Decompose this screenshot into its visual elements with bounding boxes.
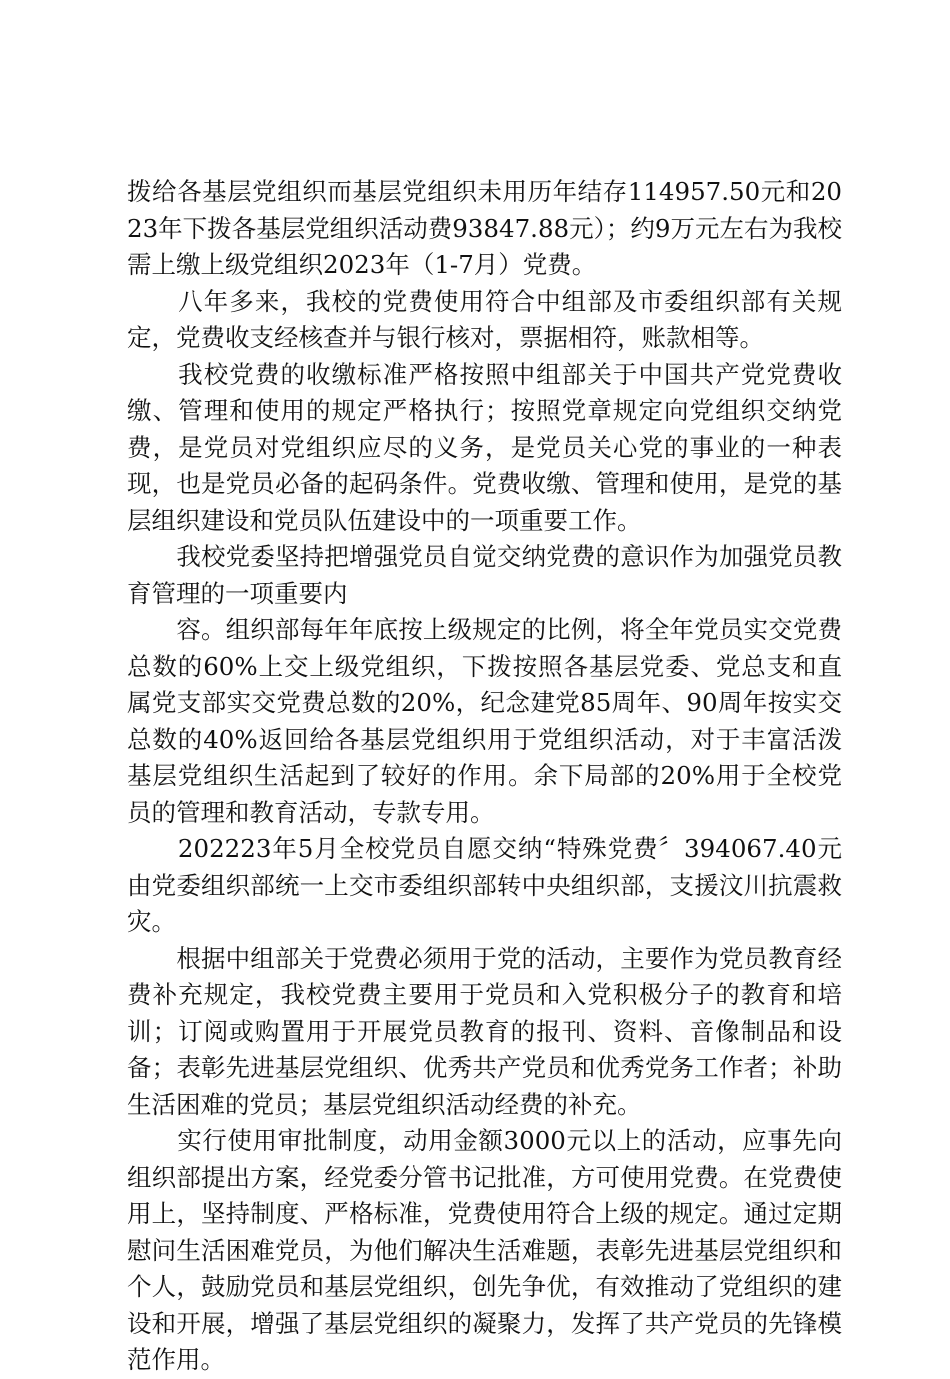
paragraph-awareness: 我校党委坚持把增强党员自觉交纳党费的意识作为加强党员教育管理的一项重要内 [127, 542, 842, 608]
paragraph-approval-system: 实行使用审批制度，动用金额3000元以上的活动，应事先向组织部提出方案，经党委分管书记批准，方可使用党费。在党费使用上，坚持制度、严格标准，党费使用符合上级的规定。通过定期慰问生活困难党员，为他们解决生活难题，表彰先进基层党组织和个人，鼓励党员和基层党组织，创先争优，有效推动了党组织的建设和开展，增强了基层党组织的凝聚力，发挥了共产党员的先锋模范作用。 [127, 1126, 842, 1374]
paragraph-compliance: 八年多来，我校的党费使用符合中组部及市委组织部有关规定，党费收支经核查并与银行核对，票据相符，账款相等。 [127, 286, 842, 352]
paragraph-allocation-ratio: 容。组织部每年年底按上级规定的比例，将全年党员实交党费总数的60%上交上级党组织，下拨按照各基层党委、党总支和直属党支部实交党费总数的20%，纪念建党85周年、90周年按实交总数的40%返回给各基层党组织用于党组织活动，对于丰富活泼基层党组织生活起到了较好的作用。余下局部的20%用于全校党员的管理和教育活动，专款专用。 [127, 615, 842, 827]
document-body [127, 174, 842, 1379]
paragraph-usage-scope: 根据中组部关于党费必须用于党的活动，主要作为党员教育经费补充规定，我校党费主要用于党员和入党积极分子的教育和培训；订阅或购置用于开展党员教育的报刊、资料、音像制品和设备；表彰先进基层党组织、优秀共产党员和优秀党务工作者；补助生活困难的党员；基层党组织活动经费的补充。 [127, 943, 842, 1119]
paragraph-special-dues: 202223年5月全校党员自愿交纳“特殊党费〞394067.40元由党委组织部统一上交市委组织部转中央组织部，支援汶川抗震救灾。 [127, 834, 842, 936]
paragraph-collection-standard: 我校党费的收缴标准严格按照中组部关于中国共产党党费收缴、管理和使用的规定严格执行；按照党章规定向党组织交纳党费，是党员对党组织应尽的义务，是党员关心党的事业的一种表现，也是党员必备的起码条件。党费收缴、管理和使用，是党的基层组织建设和党员队伍建设中的一项重要工作。 [127, 359, 842, 535]
paragraph-carryover-balance: 拨给各基层党组织而基层党组织未用历年结存114957.50元和2023年下拨各基层党组织活动费93847.88元）；约9万元左右为我校需上缴上级党组织2023年（1-7月）党费。 [127, 177, 842, 279]
